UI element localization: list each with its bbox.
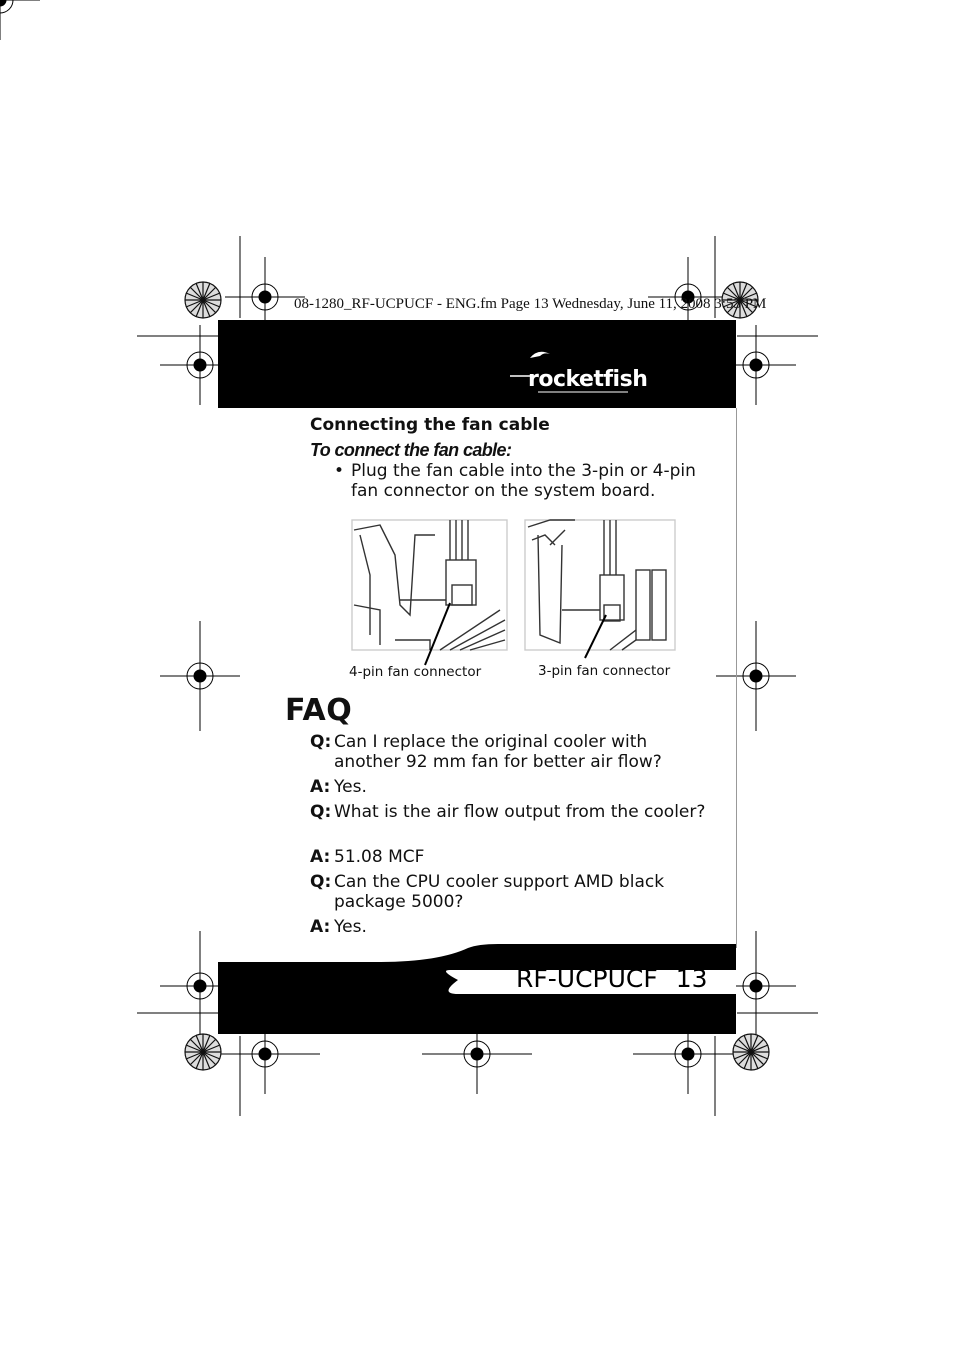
footer-model: RF-UCPUCF [516,964,658,993]
faq-question-2 [310,802,710,822]
section-heading: Connecting the fan cable [310,415,550,435]
answer-text: Yes. [334,777,367,797]
faq-answer-1 [310,777,710,797]
bullet-text: Plug the fan cable into the 3-pin or 4-pin fan connector on the system board. [351,461,696,501]
faq-answer-2 [310,847,710,867]
page-number: 13 [675,964,708,993]
q-label: Q: [310,732,332,752]
a-label: A: [310,777,331,797]
a-label: A: [310,917,331,937]
caption-3pin: 3-pin fan connector [538,663,671,679]
leader-line-4pin [425,603,450,665]
logo-wordmark: rocketfish [528,367,648,392]
caption-4pin: 4-pin fan connector [349,664,482,680]
footer-page-label [516,964,708,993]
print-slug-line: 08-1280_RF-UCPUCF - ENG.fm Page 13 Wednesday, June 11, 2008 3:53 PM [294,296,767,312]
answer-text: Yes. [334,917,367,937]
fan-connector-illustration [340,515,690,685]
question-text: Can I replace the original cooler with another 92 mm fan for better air flow? [334,732,662,772]
faq-answer-3 [310,917,710,937]
question-text: Can the CPU cooler support AMD black package 5000? [334,872,665,912]
leader-line-3pin [585,615,606,658]
a-label: A: [310,847,331,867]
bullet-icon: • [334,461,345,481]
rocketfish-logo [508,346,668,396]
bullet-item [334,461,714,501]
question-text: What is the air flow output from the cooler? [334,802,706,822]
right-margin-rule [736,408,737,948]
faq-question-3 [310,872,710,912]
task-heading: To connect the fan cable: [310,440,512,460]
q-label: Q: [310,802,332,822]
faq-title: FAQ [285,693,353,728]
faq-question-1 [310,732,710,772]
answer-text: 51.08 MCF [334,847,425,867]
q-label: Q: [310,872,332,892]
